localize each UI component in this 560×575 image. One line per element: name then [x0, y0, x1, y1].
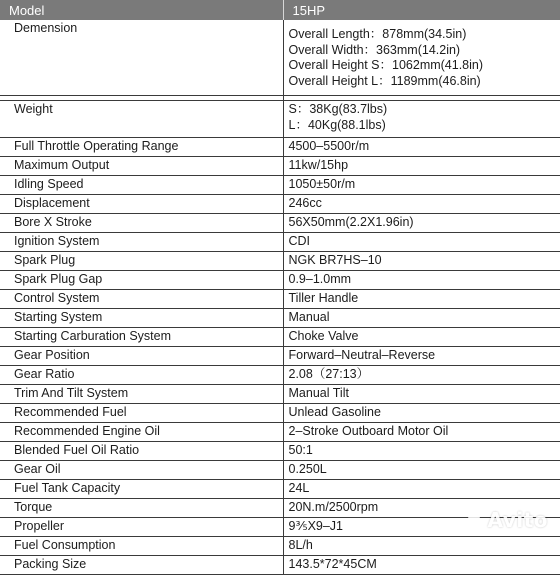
spec-value: 24L [283, 480, 560, 499]
spec-value: 4500–5500r/m [283, 138, 560, 157]
table-row [0, 518, 560, 537]
spec-value: Manual [283, 309, 560, 328]
spec-value: Forward–Neutral–Reverse [283, 347, 560, 366]
spec-value: 11kw/15hp [283, 157, 560, 176]
table-row [0, 385, 560, 404]
table-row [0, 157, 560, 176]
table-row [0, 233, 560, 252]
header-model-label: Model [0, 0, 283, 20]
spec-value: NGK BR7HS–10 [283, 252, 560, 271]
spec-value: 50:1 [283, 442, 560, 461]
spec-label: Maximum Output [0, 157, 283, 176]
spec-value: 8L/h [283, 537, 560, 556]
spec-value: 0.250L [283, 461, 560, 480]
spec-label: Blended Fuel Oil Ratio [0, 442, 283, 461]
weight-label: Weight [0, 101, 283, 138]
spec-value: 2.08（27:13） [283, 366, 560, 385]
spec-label: Fuel Tank Capacity [0, 480, 283, 499]
spec-label: Gear Oil [0, 461, 283, 480]
dimension-label: Demension [0, 20, 283, 96]
table-row [0, 195, 560, 214]
spec-value: Unlead Gasoline [283, 404, 560, 423]
dimension-line: Overall Height S：1062mm(41.8in) [288, 58, 484, 72]
spec-value: 56X50mm(2.2X1.96in) [283, 214, 560, 233]
spec-label: Idling Speed [0, 176, 283, 195]
table-row [0, 271, 560, 290]
spec-label: Recommended Engine Oil [0, 423, 283, 442]
spec-value: Tiller Handle [283, 290, 560, 309]
table-row [0, 138, 560, 157]
dimension-line: Overall Height L：1189mm(46.8in) [288, 73, 481, 88]
weight-line: S：38Kg(83.7lbs) [288, 102, 388, 116]
table-row [0, 442, 560, 461]
table-row [0, 404, 560, 423]
spec-label: Starting System [0, 309, 283, 328]
table-row-dimension [0, 20, 560, 96]
spec-value: 9⅗X9–J1 [283, 518, 560, 537]
table-row [0, 328, 560, 347]
spec-label: Spark Plug [0, 252, 283, 271]
spec-label: Control System [0, 290, 283, 309]
table-row [0, 347, 560, 366]
table-row [0, 214, 560, 233]
spec-value: Choke Valve [283, 328, 560, 347]
table-row [0, 461, 560, 480]
table-row [0, 480, 560, 499]
spec-label: Bore X Stroke [0, 214, 283, 233]
spec-label: Displacement [0, 195, 283, 214]
spec-value: 20N.m/2500rpm [283, 499, 560, 518]
spec-value: CDI [283, 233, 560, 252]
spec-value: Manual Tilt [283, 385, 560, 404]
spec-label: Gear Position [0, 347, 283, 366]
dimension-line: Overall Length：878mm(34.5in) [288, 27, 467, 41]
table-row [0, 252, 560, 271]
spec-label: Full Throttle Operating Range [0, 138, 283, 157]
dimension-values [283, 20, 560, 96]
spec-value: 0.9–1.0mm [283, 271, 560, 290]
spec-value: 143.5*72*45CM [283, 556, 560, 575]
table-row [0, 556, 560, 575]
table-row [0, 309, 560, 328]
table-row [0, 499, 560, 518]
spec-label: Gear Ratio [0, 366, 283, 385]
spec-value: 246cc [283, 195, 560, 214]
weight-values [283, 101, 560, 138]
table-row [0, 537, 560, 556]
spec-label: Starting Carburation System [0, 328, 283, 347]
spec-label: Ignition System [0, 233, 283, 252]
spec-label: Recommended Fuel [0, 404, 283, 423]
table-row [0, 423, 560, 442]
spec-value: 1050±50r/m [283, 176, 560, 195]
watermark-text: Avito [487, 508, 548, 532]
spec-label: Fuel Consumption [0, 537, 283, 556]
dimension-line: Overall Width：363mm(14.2in) [288, 42, 461, 57]
spec-label: Torque [0, 499, 283, 518]
spec-body [0, 20, 560, 575]
table-header-row [0, 0, 560, 20]
weight-line: L：40Kg(88.1lbs) [288, 117, 386, 132]
header-model-value: 15HP [283, 0, 560, 20]
table-row [0, 366, 560, 385]
spec-label: Propeller [0, 518, 283, 537]
table-row-weight [0, 101, 560, 138]
spec-label: Packing Size [0, 556, 283, 575]
spec-label: Trim And Tilt System [0, 385, 283, 404]
spec-label: Spark Plug Gap [0, 271, 283, 290]
table-row [0, 290, 560, 309]
table-row [0, 176, 560, 195]
spec-value: 2–Stroke Outboard Motor Oil [283, 423, 560, 442]
